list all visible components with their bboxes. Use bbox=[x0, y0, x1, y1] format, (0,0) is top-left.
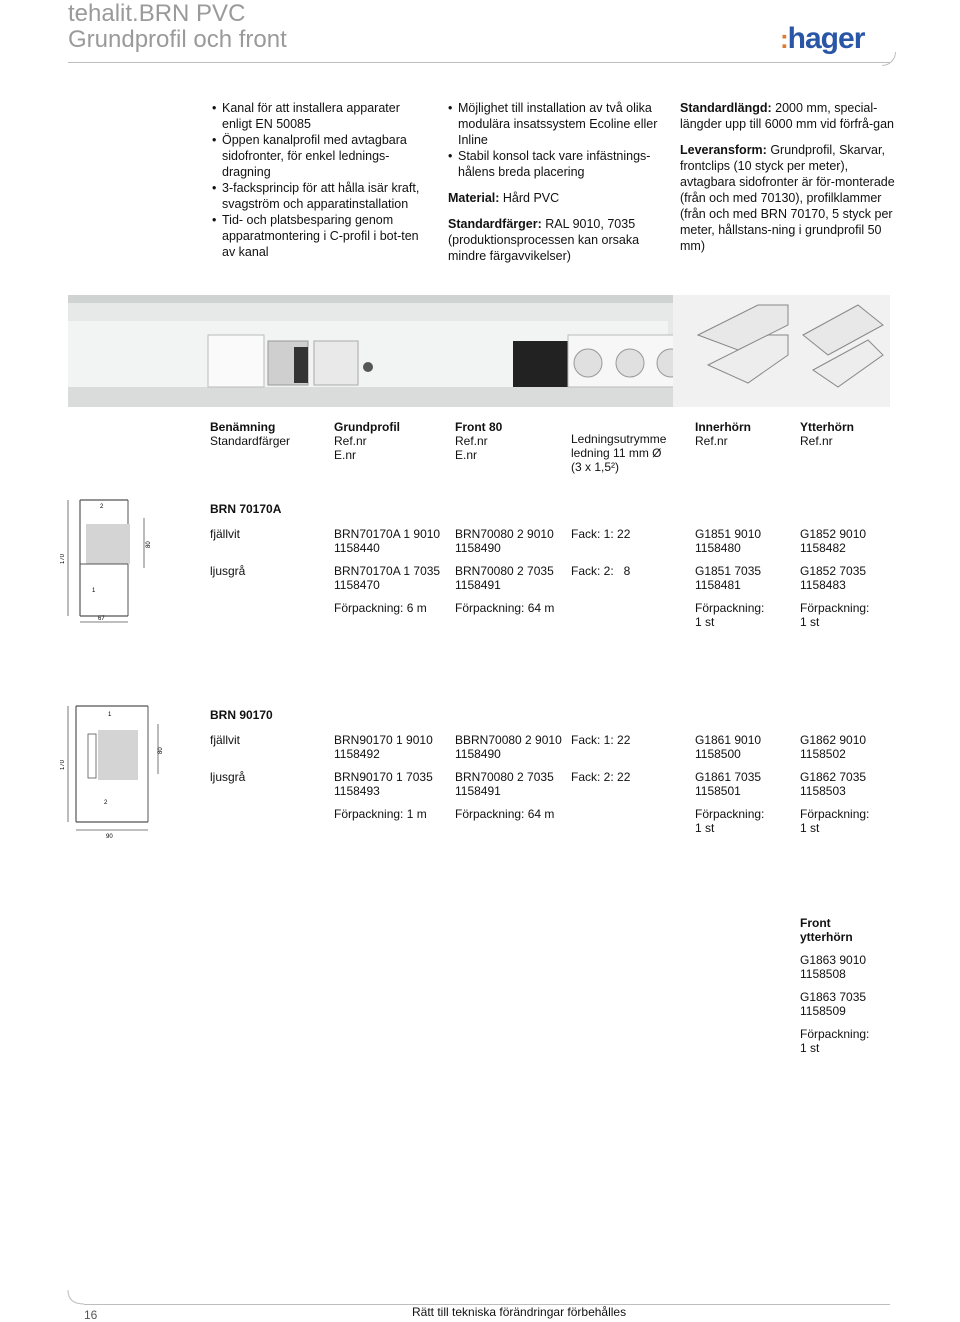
packaging-outer: Förpackning: 1 st bbox=[800, 601, 870, 629]
inner-corner-ref: G1851 7035 1158481 bbox=[695, 564, 762, 592]
page-title-line2: Grundprofil och front bbox=[68, 26, 287, 53]
feature-item: • Tid- och platsbesparing genom apparatmontering i C-profil i bot-ten av kanal bbox=[212, 212, 432, 260]
color-name: fjällvit bbox=[210, 733, 241, 747]
standard-colors-info: Standardfärger: RAL 9010, 7035 (produktionsprocessen kan orsaka mindre färgavvikelser) bbox=[448, 217, 640, 263]
intro-column-3 bbox=[680, 100, 895, 254]
compartment-label: 1 bbox=[108, 712, 112, 718]
compartment-capacity: Fack: 2: 8 bbox=[571, 564, 631, 578]
col-header-base-profile: Grundprofil Ref.nr E.nr bbox=[334, 420, 400, 462]
footer-note: Rätt till tekniska förändringar förbehålles bbox=[412, 1305, 627, 1319]
base-profile-ref: BRN90170 1 7035 1158493 bbox=[334, 770, 433, 798]
outer-corner-ref: G1852 7035 1158483 bbox=[800, 564, 867, 592]
front-outer-corner-ref: G1863 7035 1158509 bbox=[800, 990, 867, 1018]
color-name: fjällvit bbox=[210, 527, 241, 541]
inner-corner-ref: G1861 7035 1158501 bbox=[695, 770, 762, 798]
packaging-base: Förpackning: 6 m bbox=[334, 601, 427, 615]
outer-corner-ref: G1862 7035 1158503 bbox=[800, 770, 867, 798]
product-photo bbox=[68, 295, 890, 407]
dim-height-front: 80 bbox=[158, 747, 164, 754]
packaging-front: Förpackning: 64 m bbox=[455, 807, 555, 821]
section-title: BRN 70170A bbox=[210, 502, 282, 516]
feature-item: • Möjlighet till installation av två olika modulära insatssystem Ecoline eller Inline bbox=[448, 100, 663, 148]
compartment-capacity: Fack: 2: 22 bbox=[571, 770, 631, 784]
material-info: Material: Hård PVC bbox=[448, 191, 560, 205]
inner-corner-ref: G1861 9010 1158500 bbox=[695, 733, 762, 761]
packaging-inner: Förpackning: 1 st bbox=[695, 807, 765, 835]
header-corner bbox=[882, 52, 896, 66]
dim-width: 90 bbox=[106, 834, 113, 840]
compartment-capacity: Fack: 1: 22 bbox=[571, 733, 631, 747]
front-outer-corner-ref: G1863 9010 1158508 bbox=[800, 953, 867, 981]
packaging-inner: Förpackning: 1 st bbox=[695, 601, 765, 629]
dim-height: 170 bbox=[60, 553, 66, 564]
compartment-label: 2 bbox=[100, 504, 104, 510]
feature-item: • Stabil konsol tack vare infästnings-hålens breda placering bbox=[448, 148, 663, 180]
inner-corner-ref: G1851 9010 1158480 bbox=[695, 527, 762, 555]
dim-height: 170 bbox=[60, 759, 66, 770]
hager-logo: :hager bbox=[780, 22, 865, 55]
standard-length-info: Standardlängd: 2000 mm, special-längder upp till 6000 mm vid förfrå-gan bbox=[680, 101, 895, 131]
packaging-front: Förpackning: 64 m bbox=[455, 601, 555, 615]
feature-list-2 bbox=[448, 100, 663, 180]
packaging-front-outer: Förpackning: 1 st bbox=[800, 1027, 870, 1055]
profile-diagram-90170 bbox=[60, 704, 170, 844]
base-profile-ref: BRN70170A 1 7035 1158470 bbox=[334, 564, 441, 592]
front-ref: BRN70080 2 9010 1158490 bbox=[455, 527, 554, 555]
feature-list-1 bbox=[212, 100, 432, 260]
feature-item: • Öppen kanalprofil med avtagbara sidofronter, för enkel lednings-dragning bbox=[212, 132, 432, 180]
page-number: 16 bbox=[84, 1308, 98, 1322]
feature-item: • 3-facksprincip för att hålla isär kraft, svagström och apparatinstallation bbox=[212, 180, 432, 212]
front-ref: BBRN70080 2 9010 1158490 bbox=[455, 733, 562, 761]
front-ref: BRN70080 2 7035 1158491 bbox=[455, 564, 554, 592]
profile-diagram-70170 bbox=[60, 498, 160, 628]
header-rule bbox=[68, 62, 890, 63]
compartment-label: 1 bbox=[92, 588, 96, 594]
col-header-inner-corner: Innerhörn Ref.nr bbox=[695, 420, 751, 448]
packaging-outer: Förpackning: 1 st bbox=[800, 807, 870, 835]
color-name: ljusgrå bbox=[210, 770, 246, 784]
dim-height-front: 80 bbox=[146, 541, 152, 548]
intro-column-2 bbox=[448, 100, 663, 264]
delivery-form-info: Leveransform: Grundprofil, Skarvar, frontclips (10 styck per meter), avtagbara sidofronter är för-monterade (från och med 70130), profilklammer (från och med BRN 70170, 5 styck per meter, hållstans-ning i grundprofil 50 mm) bbox=[680, 143, 895, 253]
col-header-front: Front 80 Ref.nr E.nr bbox=[455, 420, 503, 462]
col-header-cable-space: Ledningsutrymme ledning 11 mm Ø (3 x 1,5²) bbox=[571, 432, 667, 474]
page-title-line1: tehalit.BRN PVC bbox=[68, 0, 246, 27]
color-name: ljusgrå bbox=[210, 564, 246, 578]
packaging-base: Förpackning: 1 m bbox=[334, 807, 427, 821]
base-profile-ref: BRN90170 1 9010 1158492 bbox=[334, 733, 433, 761]
front-outer-corner-title: Front ytterhörn bbox=[800, 916, 853, 944]
col-header-name: Benämning Standardfärger bbox=[210, 420, 291, 448]
compartment-label: 2 bbox=[104, 800, 108, 806]
base-profile-ref: BRN70170A 1 9010 1158440 bbox=[334, 527, 441, 555]
outer-corner-ref: G1852 9010 1158482 bbox=[800, 527, 867, 555]
col-header-outer-corner: Ytterhörn Ref.nr bbox=[800, 420, 854, 448]
footer-corner bbox=[66, 1290, 86, 1310]
outer-corner-ref: G1862 9010 1158502 bbox=[800, 733, 867, 761]
dim-width: 67 bbox=[98, 616, 105, 622]
section-title: BRN 90170 bbox=[210, 708, 273, 722]
feature-item: • Kanal för att installera apparater enligt EN 50085 bbox=[212, 100, 432, 132]
front-ref: BRN70080 2 7035 1158491 bbox=[455, 770, 554, 798]
compartment-capacity: Fack: 1: 22 bbox=[571, 527, 631, 541]
